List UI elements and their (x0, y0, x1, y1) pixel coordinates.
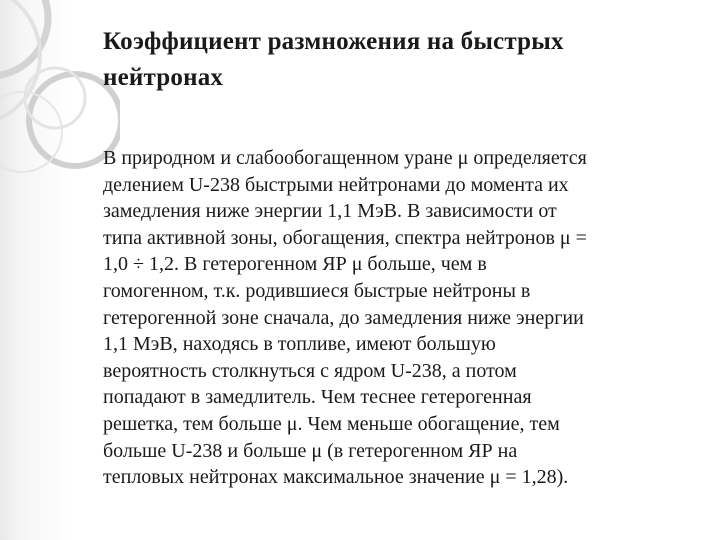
body-line-text: 1,0 ÷ 1,2. В гетерогенном ЯР μ больше, чем в (103, 253, 487, 276)
body-line-text: гетерогенной зоне сначала, до замедления ниже энергии (103, 306, 584, 329)
body-line-text: вероятность столкнуться с ядром U-238, а потом (103, 359, 517, 382)
body-line-text: решетка, тем больше μ. Чем меньше обогащение, тем (103, 412, 560, 435)
body-line-text: типа активной зоны, обогащения, спектра нейтронов μ = (103, 226, 587, 249)
body-line (103, 145, 703, 172)
decorative-circles-graphic (0, 0, 120, 180)
body-line-text: замедления ниже энергии 1,1 МэВ. В зависимости от (103, 200, 557, 223)
slide-body (103, 145, 703, 491)
body-line (103, 251, 703, 278)
body-line-text: тепловых нейтронах максимальное значение μ = 1,28). (103, 466, 569, 489)
body-line (103, 172, 703, 199)
body-line (103, 358, 703, 385)
body-line (103, 198, 703, 225)
body-line (103, 305, 703, 332)
body-line (103, 331, 703, 358)
body-line-text: 1,1 МэВ, находясь в топливе, имеют большую (103, 333, 496, 356)
body-line (103, 278, 703, 305)
body-line (103, 438, 703, 465)
body-line-text: гомогенном, т.к. родившиеся быстрые нейтроны в (103, 279, 531, 302)
body-line (103, 225, 703, 252)
body-line-text: делением U-238 быстрыми нейтронами до момента их (103, 173, 569, 196)
slide-title-line: нейтронах (103, 64, 224, 91)
body-line (103, 384, 703, 411)
body-line (103, 464, 703, 491)
body-line-text: В природном и слабообогащенном уране μ определяется (103, 147, 587, 169)
slide-title (103, 24, 703, 96)
slide-title-line: Коэффициент размножения на быстрых (103, 28, 564, 55)
body-line-text: больше U-238 и больше μ (в гетерогенном ЯР на (103, 439, 518, 462)
body-line (103, 411, 703, 438)
body-line-text: попадают в замедлитель. Чем теснее гетерогенная (103, 386, 532, 409)
